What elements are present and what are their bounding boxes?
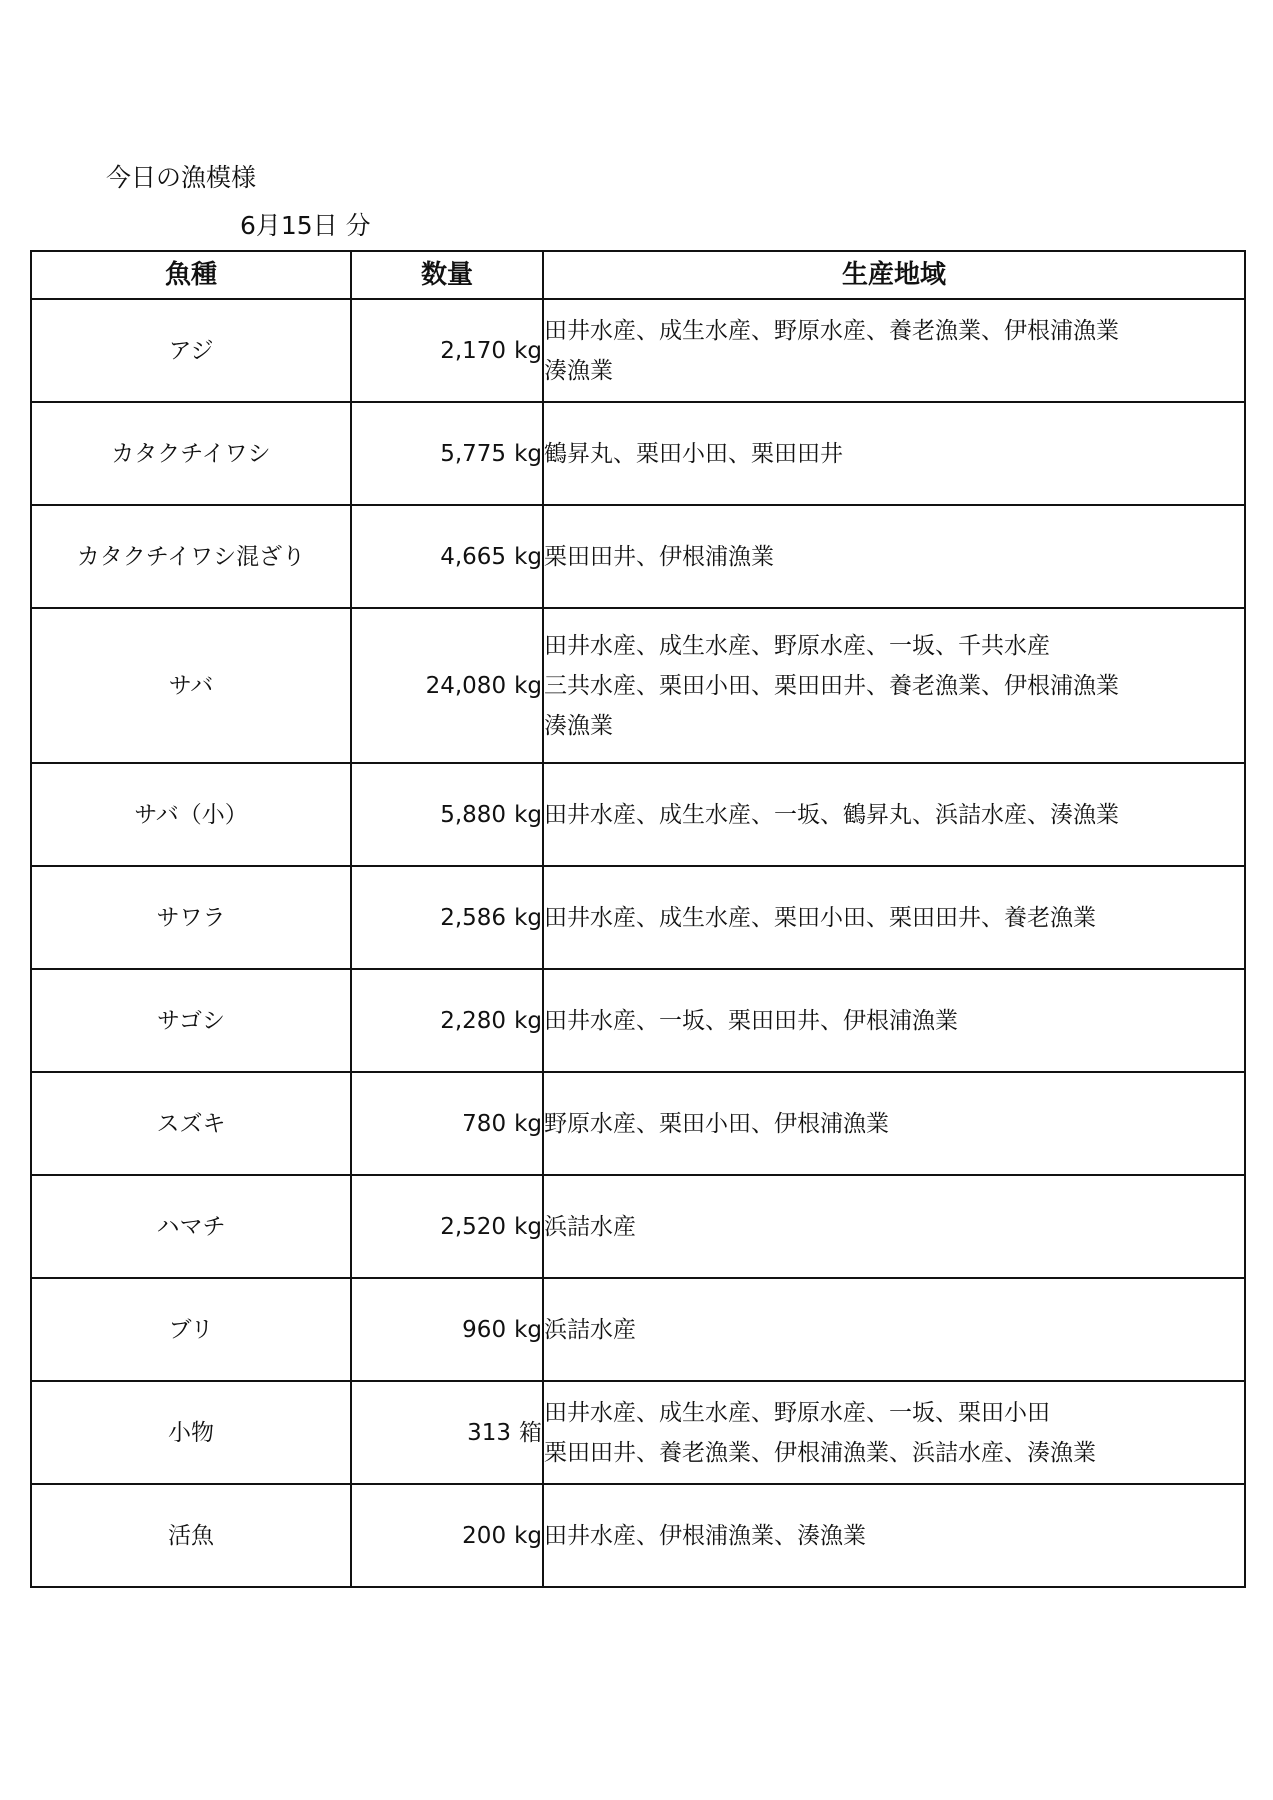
table-row (31, 402, 1245, 505)
quantity-cell (351, 299, 543, 402)
quantity-unit: kg (514, 1213, 542, 1240)
fish-name-cell: スズキ (31, 1072, 351, 1175)
region-line: 田井水産、一坂、栗田田井、伊根浦漁業 (544, 1007, 958, 1034)
region-cell (543, 969, 1245, 1072)
quantity-cell (351, 1278, 543, 1381)
region-cell (543, 1381, 1245, 1484)
region-cell (543, 866, 1245, 969)
fish-name-cell: カタクチイワシ (31, 402, 351, 505)
table-row (31, 763, 1245, 866)
column-header-quantity: 数量 (351, 251, 543, 299)
quantity-cell (351, 1381, 543, 1484)
region-line: 田井水産、伊根浦漁業、湊漁業 (544, 1522, 866, 1549)
column-header-fish: 魚種 (31, 251, 351, 299)
quantity-unit: kg (514, 1522, 542, 1549)
quantity-value: 5,880 (440, 801, 507, 828)
quantity-unit: kg (514, 337, 542, 364)
table-row (31, 1278, 1245, 1381)
quantity-cell (351, 1072, 543, 1175)
region-cell (543, 608, 1245, 763)
region-line: 栗田田井、伊根浦漁業 (544, 543, 774, 570)
table-row (31, 608, 1245, 763)
fish-name-cell: サゴシ (31, 969, 351, 1072)
region-line: 田井水産、成生水産、一坂、鶴昇丸、浜詰水産、湊漁業 (544, 801, 1119, 828)
region-cell (543, 299, 1245, 402)
quantity-value: 2,586 (440, 904, 507, 931)
fish-name-cell: カタクチイワシ混ざり (31, 505, 351, 608)
region-line: 浜詰水産 (544, 1316, 636, 1343)
table-row (31, 1175, 1245, 1278)
quantity-unit: kg (514, 1316, 542, 1343)
quantity-cell (351, 969, 543, 1072)
table-body (31, 299, 1245, 1587)
quantity-unit: kg (514, 801, 542, 828)
table-row (31, 1072, 1245, 1175)
region-cell (543, 1278, 1245, 1381)
quantity-cell (351, 763, 543, 866)
region-line: 鶴昇丸、栗田小田、栗田田井 (544, 440, 843, 467)
fish-name-cell: アジ (31, 299, 351, 402)
quantity-value: 313 (467, 1419, 511, 1446)
quantity-cell (351, 1175, 543, 1278)
quantity-value: 2,520 (440, 1213, 507, 1240)
region-line: 三共水産、栗田小田、栗田田井、養老漁業、伊根浦漁業 (544, 672, 1119, 699)
quantity-value: 24,080 (425, 672, 507, 699)
region-line: 田井水産、成生水産、野原水産、一坂、千共水産 (544, 632, 1050, 659)
table-row (31, 299, 1245, 402)
region-cell (543, 1484, 1245, 1587)
quantity-value: 780 (462, 1110, 507, 1137)
table-row (31, 505, 1245, 608)
quantity-unit: kg (514, 1110, 542, 1137)
quantity-unit: kg (514, 1007, 542, 1034)
fish-name-cell: 小物 (31, 1381, 351, 1484)
region-line: 野原水産、栗田小田、伊根浦漁業 (544, 1110, 889, 1137)
quantity-value: 5,775 (440, 440, 507, 467)
page-title: 今日の漁模様 (106, 163, 257, 192)
column-header-region: 生産地域 (543, 251, 1245, 299)
quantity-cell (351, 866, 543, 969)
quantity-cell (351, 505, 543, 608)
quantity-unit: kg (514, 440, 542, 467)
table-row (31, 969, 1245, 1072)
fish-name-cell: 活魚 (31, 1484, 351, 1587)
table-row (31, 866, 1245, 969)
region-line: 浜詰水産 (544, 1213, 636, 1240)
fish-name-cell: ハマチ (31, 1175, 351, 1278)
quantity-cell (351, 402, 543, 505)
region-line: 栗田田井、養老漁業、伊根浦漁業、浜詰水産、湊漁業 (544, 1439, 1096, 1466)
region-line: 湊漁業 (544, 712, 613, 739)
fish-name-cell: サバ（小） (31, 763, 351, 866)
fish-name-cell: ブリ (31, 1278, 351, 1381)
quantity-unit: kg (514, 543, 542, 570)
report-date: 6月15日 分 (240, 211, 371, 240)
quantity-unit: 箱 (519, 1419, 542, 1446)
table-row (31, 1381, 1245, 1484)
quantity-value: 4,665 (440, 543, 507, 570)
quantity-value: 200 (462, 1522, 507, 1549)
quantity-unit: kg (514, 904, 542, 931)
fish-name-cell: サワラ (31, 866, 351, 969)
region-line: 田井水産、成生水産、野原水産、養老漁業、伊根浦漁業 (544, 317, 1119, 344)
region-cell (543, 402, 1245, 505)
quantity-unit: kg (514, 672, 542, 699)
quantity-cell (351, 1484, 543, 1587)
region-line: 田井水産、成生水産、栗田小田、栗田田井、養老漁業 (544, 904, 1096, 931)
quantity-cell (351, 608, 543, 763)
region-cell (543, 505, 1245, 608)
table-header-row (31, 251, 1245, 299)
table-row (31, 1484, 1245, 1587)
catch-table (30, 250, 1246, 1588)
region-cell (543, 1072, 1245, 1175)
fish-name-cell: サバ (31, 608, 351, 763)
quantity-value: 2,280 (440, 1007, 507, 1034)
region-cell (543, 763, 1245, 866)
quantity-value: 960 (462, 1316, 507, 1343)
quantity-value: 2,170 (440, 337, 507, 364)
region-line: 湊漁業 (544, 357, 613, 384)
region-line: 田井水産、成生水産、野原水産、一坂、栗田小田 (544, 1399, 1050, 1426)
region-cell (543, 1175, 1245, 1278)
